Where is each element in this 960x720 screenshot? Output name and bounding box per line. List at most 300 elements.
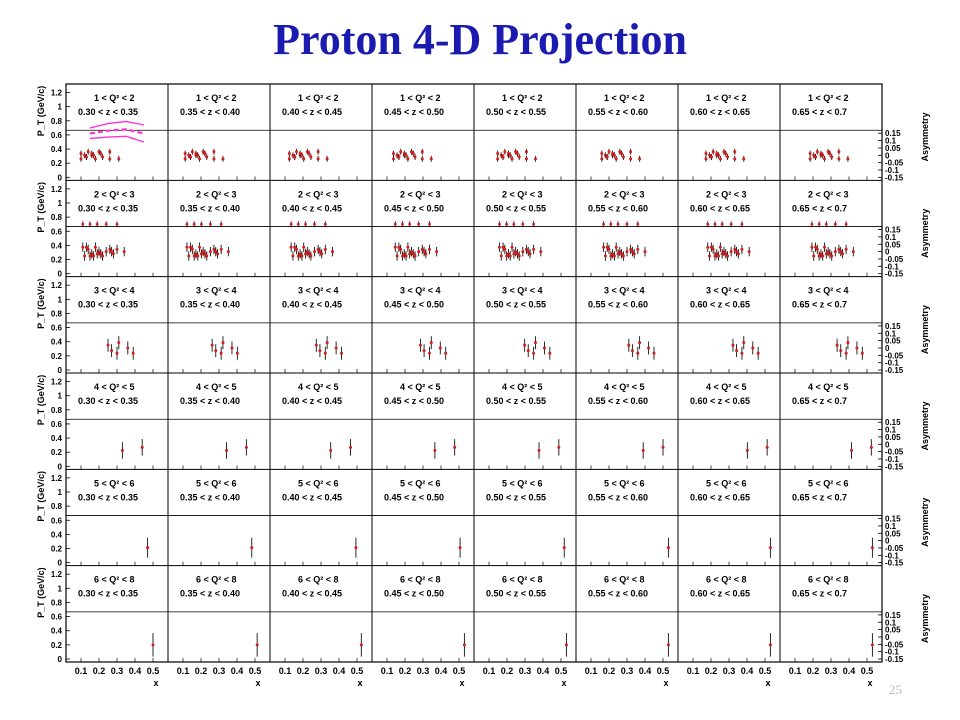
asymmetry-point [534,157,537,160]
asymmetry-point [613,154,616,157]
x-tick-label: 0.3 [110,666,124,676]
q2-bin-label: 3 < Q² < 4 [706,285,747,296]
asymmetry-point [196,255,199,258]
asymmetry-point [737,252,740,255]
left-tick-label: 0.8 [50,502,62,512]
asymmetry-point [708,255,711,258]
asymmetry-point [600,152,603,155]
asymmetry-point [326,341,329,344]
coverage-point [313,223,316,226]
z-bin-label: 0.45 < z < 0.50 [384,588,445,599]
asymmetry-point [315,344,318,347]
right-tick-label: -0.15 [885,558,904,568]
asymmetry-point [724,152,727,155]
asymmetry-point [839,349,842,352]
asymmetry-point [245,446,248,449]
coverage-point [209,223,212,226]
asymmetry-point [428,352,431,355]
asymmetry-point [539,250,542,253]
asymmetry-point [742,157,745,160]
q2-bin-label: 1 < Q² < 2 [400,93,441,103]
x-tick-label: 0.1 [482,666,496,676]
asymmetry-point [108,150,111,153]
asymmetry-point [518,156,521,159]
asymmetry-point [300,154,303,157]
asymmetry-point [295,150,298,153]
asymmetry-point [518,255,521,258]
coverage-point [730,223,733,226]
asymmetry-point [604,255,607,258]
x-tick-label: 0.5 [350,666,364,676]
asymmetry-point [187,255,190,258]
asymmetry-point [733,150,736,153]
q2-bin-label: 6 < Q² < 8 [706,574,747,585]
asymmetry-point [412,152,415,155]
left-tick-label: 0 [57,269,62,279]
asymmetry-point [667,546,670,549]
asymmetry-point [704,157,707,160]
q2-bin-label: 6 < Q² < 8 [400,574,441,585]
asymmetry-point [317,150,320,153]
asymmetry-point [112,252,115,255]
right-tick-label: -0.1 [885,551,899,561]
asymmetry-point [152,643,155,646]
x-tick-label: 0.5 [656,666,670,676]
z-bin-label: 0.45 < z < 0.50 [384,492,445,503]
z-bin-label: 0.60 < z < 0.65 [690,396,751,406]
left-tick-label: 0.6 [50,130,62,140]
asymmetry-point [525,150,528,153]
asymmetry-point [742,341,745,344]
asymmetry-point [629,157,632,160]
asymmetry-point [291,255,294,258]
z-bin-label: 0.50 < z < 0.55 [486,203,547,214]
asymmetry-point [704,152,707,155]
asymmetry-point [730,250,733,253]
right-tick-label: 0.1 [885,425,897,435]
asymmetry-point [769,643,772,646]
coverage-point [818,223,821,226]
asymmetry-point [463,643,466,646]
asymmetry-point [417,250,420,253]
coverage-point [521,223,524,226]
right-tick-label: -0.15 [885,173,904,183]
asymmetry-point [107,344,110,347]
right-axis-label: Asymmetry [920,112,930,162]
asymmetry-point [123,250,126,253]
coverage-point [408,223,411,226]
asymmetry-point [221,157,224,160]
q2-bin-label: 4 < Q² < 5 [502,382,543,392]
asymmetry-point [830,255,833,258]
asymmetry-point [230,346,233,349]
z-bin-label: 0.40 < z < 0.45 [282,588,343,599]
x-tick-label: 0.5 [758,666,772,676]
asymmetry-point [116,352,119,355]
right-tick-label: -0.1 [885,165,899,175]
left-tick-label: 0.2 [50,544,62,554]
z-bin-label: 0.60 < z < 0.65 [690,203,751,214]
coverage-point [721,223,724,226]
asymmetry-point [816,248,819,251]
asymmetry-point [602,246,605,249]
asymmetry-point [532,352,535,355]
asymmetry-point [543,346,546,349]
asymmetry-point [108,157,111,160]
asymmetry-point [444,352,447,355]
q2-bin-label: 3 < Q² < 4 [94,285,135,296]
left-axis-label: P_T (GeV/c) [36,85,46,137]
asymmetry-point [288,152,291,155]
x-tick-label: 0.1 [74,666,88,676]
z-bin-label: 0.45 < z < 0.50 [384,203,445,214]
asymmetry-point [846,157,849,160]
z-bin-label: 0.55 < z < 0.60 [588,107,649,117]
asymmetry-point [360,643,363,646]
right-tick-label: -0.15 [885,269,904,279]
x-tick-label: 0.2 [194,666,208,676]
asymmetry-point [193,255,196,258]
q2-bin-label: 1 < Q² < 2 [196,93,237,103]
asymmetry-point [871,643,874,646]
asymmetry-point [96,252,99,255]
asymmetry-point [626,250,629,253]
asymmetry-point [214,349,217,352]
z-bin-label: 0.65 < z < 0.7 [792,107,848,117]
q2-bin-label: 4 < Q² < 5 [706,382,747,392]
coverage-point [304,223,307,226]
asymmetry-point [421,157,424,160]
right-tick-label: 0 [885,632,890,642]
asymmetry-point [191,150,194,153]
asymmetry-point [399,248,402,251]
z-bin-label: 0.65 < z < 0.7 [792,588,848,599]
asymmetry-point [225,449,228,452]
x-tick-label: 0.3 [212,666,226,676]
asymmetry-point [706,246,709,249]
asymmetry-point [94,246,97,249]
x-axis-label: x [663,678,669,688]
asymmetry-point [846,341,849,344]
left-tick-label: 1 [57,391,62,401]
asymmetry-point [83,255,86,258]
coverage-point [96,223,99,226]
asymmetry-point [340,352,343,355]
asymmetry-point [326,157,329,160]
left-axis-label: P_T (GeV/c) [36,567,46,618]
x-axis-label: x [459,678,465,688]
q2-bin-label: 6 < Q² < 8 [94,574,135,585]
asymmetry-point [81,246,84,249]
z-bin-label: 0.50 < z < 0.55 [486,299,547,310]
asymmetry-point [80,157,83,160]
coverage-point [89,223,92,226]
q2-bin-label: 5 < Q² < 6 [808,478,849,489]
q2-bin-label: 1 < Q² < 2 [604,93,645,103]
q2-bin-label: 3 < Q² < 4 [604,285,645,296]
asymmetry-point [227,250,230,253]
asymmetry-point [608,150,611,153]
asymmetry-point [516,152,519,155]
asymmetry-point [662,446,665,449]
asymmetry-point [841,252,844,255]
asymmetry-point [845,352,848,355]
right-tick-label: 0.15 [885,514,901,524]
page-number: 25 [889,682,902,697]
asymmetry-point [212,150,215,153]
z-bin-label: 0.35 < z < 0.40 [180,107,241,117]
q2-bin-label: 6 < Q² < 8 [298,574,339,585]
asymmetry-point [116,248,119,251]
asymmetry-point [141,446,144,449]
asymmetry-point [502,156,505,159]
asymmetry-point [712,150,715,153]
left-axis-label: P_T (GeV/c) [36,278,46,329]
x-axis-label: x [153,678,159,688]
asymmetry-point [548,352,551,355]
asymmetry-point [146,546,149,549]
left-tick-label: 0.2 [50,255,62,265]
z-bin-label: 0.50 < z < 0.55 [486,107,547,117]
asymmetry-point [821,255,824,258]
z-bin-label: 0.35 < z < 0.40 [180,203,241,214]
left-tick-label: 0.4 [50,145,62,155]
z-bin-label: 0.45 < z < 0.50 [384,299,445,310]
asymmetry-point [667,643,670,646]
asymmetry-point [396,255,399,258]
right-tick-label: -0.05 [885,447,904,457]
coverage-point [617,223,620,226]
q2-bin-label: 5 < Q² < 6 [604,478,645,489]
asymmetry-point [101,255,104,258]
left-tick-label: 0.4 [50,626,62,636]
right-tick-label: 0.05 [885,240,901,250]
left-tick-label: 0 [57,558,62,568]
asymmetry-point [117,157,120,160]
z-bin-label: 0.30 < z < 0.35 [78,299,139,310]
asymmetry-point [769,546,772,549]
z-bin-label: 0.40 < z < 0.45 [282,396,343,406]
asymmetry-point [205,156,208,159]
asymmetry-point [297,255,300,258]
left-tick-label: 0.2 [50,159,62,169]
left-tick-label: 1.2 [50,473,62,483]
z-bin-label: 0.35 < z < 0.40 [180,299,241,310]
z-bin-label: 0.30 < z < 0.35 [78,588,139,599]
asymmetry-point [503,150,506,153]
q2-bin-label: 1 < Q² < 2 [706,93,747,103]
z-bin-label: 0.30 < z < 0.35 [78,396,139,406]
asymmetry-point [825,252,828,255]
asymmetry-point [300,255,303,258]
left-tick-label: 1 [57,488,62,497]
asymmetry-point [647,346,650,349]
z-bin-label: 0.40 < z < 0.45 [282,299,343,310]
z-bin-label: 0.60 < z < 0.65 [690,492,751,503]
right-tick-label: 0.05 [885,143,901,153]
asymmetry-point [721,252,724,255]
asymmetry-point [726,156,729,159]
left-tick-label: 1 [57,102,62,112]
x-tick-label: 0.2 [806,666,820,676]
asymmetry-point [818,255,821,258]
asymmetry-point [236,352,239,355]
asymmetry-point [498,246,501,249]
asymmetry-point [439,346,442,349]
asymmetry-point [354,546,357,549]
asymmetry-point [392,152,395,155]
asymmetry-point [600,157,603,160]
asymmetry-point [212,157,215,160]
asymmetry-point [435,250,438,253]
coverage-point [193,223,196,226]
q2-bin-label: 4 < Q² < 5 [94,382,135,392]
z-bin-label: 0.45 < z < 0.50 [384,107,445,117]
asymmetry-point [615,157,618,160]
x-tick-label: 0.2 [398,666,412,676]
x-tick-label: 0.4 [434,666,448,676]
asymmetry-point [726,255,729,258]
asymmetry-point [408,252,411,255]
coverage-point [290,223,293,226]
right-tick-label: 0.15 [885,129,901,139]
asymmetry-point [421,150,424,153]
asymmetry-point [184,152,187,155]
z-bin-label: 0.55 < z < 0.60 [588,299,649,310]
asymmetry-point [751,346,754,349]
x-tick-label: 0.2 [500,666,514,676]
asymmetry-point [205,255,208,258]
coverage-point [714,223,717,226]
asymmetry-point [557,446,560,449]
asymmetry-point [837,157,840,160]
asymmetry-point [324,352,327,355]
asymmetry-point [459,546,462,549]
asymmetry-point [399,150,402,153]
coverage-point [845,223,848,226]
asymmetry-point [184,157,187,160]
left-tick-label: 0.4 [50,337,62,347]
asymmetry-point [617,252,620,255]
asymmetry-point [532,248,535,251]
asymmetry-point [719,246,722,249]
asymmetry-point [511,246,514,249]
coverage-point [428,223,431,226]
q2-bin-label: 4 < Q² < 5 [604,382,645,392]
asymmetry-point [622,156,625,159]
asymmetry-point [453,446,456,449]
q2-bin-label: 1 < Q² < 2 [502,93,543,103]
z-bin-label: 0.55 < z < 0.60 [588,588,649,599]
left-axis-label: P_T (GeV/c) [36,471,46,522]
right-tick-label: -0.05 [885,158,904,168]
left-tick-label: 0.4 [50,434,62,444]
coverage-point [116,223,119,226]
right-tick-label: 0.1 [885,521,897,531]
asymmetry-point [823,157,826,160]
coverage-point [297,223,300,226]
right-tick-label: -0.1 [885,262,899,272]
x-tick-label: 0.2 [296,666,310,676]
asymmetry-point [719,157,722,160]
asymmetry-point [823,246,826,249]
asymmetry-point [430,157,433,160]
asymmetry-point [92,255,95,258]
asymmetry-point [433,449,436,452]
asymmetry-point [609,255,612,258]
x-tick-label: 0.1 [584,666,598,676]
asymmetry-point [406,157,409,160]
right-tick-label: -0.1 [885,358,899,368]
asymmetry-point [428,248,431,251]
asymmetry-point [317,157,320,160]
coverage-point [417,223,420,226]
z-bin-label: 0.65 < z < 0.7 [792,396,848,406]
q2-bin-label: 6 < Q² < 8 [808,574,849,585]
asymmetry-point [629,150,632,153]
x-tick-label: 0.2 [92,666,106,676]
left-tick-label: 1.2 [50,377,62,387]
right-tick-label: 0.15 [885,610,901,620]
q2-bin-label: 5 < Q² < 6 [298,478,339,489]
left-tick-label: 0.8 [50,309,62,319]
left-tick-label: 1.2 [50,281,62,291]
asymmetry-point [757,352,760,355]
right-tick-label: 0 [885,247,890,257]
right-tick-label: 0.1 [885,136,897,146]
asymmetry-point [733,157,736,160]
asymmetry-point [313,250,316,253]
asymmetry-point [861,352,864,355]
right-axis-label: Asymmetry [920,594,930,644]
asymmetry-point [295,248,298,251]
coverage-point [394,223,397,226]
left-tick-label: 0.4 [50,530,62,540]
asymmetry-point [397,156,400,159]
asymmetry-point [414,156,417,159]
asymmetry-point [189,156,192,159]
z-bin-label: 0.40 < z < 0.45 [282,107,343,117]
z-bin-label: 0.40 < z < 0.45 [282,203,343,214]
q2-bin-label: 2 < Q² < 3 [604,189,645,200]
asymmetry-point [845,248,848,251]
asymmetry-point [302,157,305,160]
q2-bin-label: 4 < Q² < 5 [196,382,237,392]
left-tick-label: 0.4 [50,241,62,251]
z-bin-label: 0.50 < z < 0.55 [486,492,547,503]
asymmetry-point [512,252,515,255]
asymmetry-point [309,255,312,258]
coverage-point [602,223,605,226]
z-bin-label: 0.55 < z < 0.60 [588,203,649,214]
asymmetry-point [821,154,824,157]
right-tick-label: -0.15 [885,462,904,472]
asymmetry-point [87,248,90,251]
z-bin-label: 0.65 < z < 0.7 [792,299,848,310]
asymmetry-point [850,449,853,452]
x-tick-label: 0.5 [860,666,874,676]
right-tick-label: 0.1 [885,618,897,628]
asymmetry-point [87,150,90,153]
q2-bin-label: 1 < Q² < 2 [808,93,849,103]
coverage-point [498,223,501,226]
asymmetry-point [653,352,656,355]
asymmetry-point [302,246,305,249]
right-tick-label: 0 [885,151,890,161]
x-axis-label: x [867,678,873,688]
asymmetry-point [496,157,499,160]
coverage-point [81,223,84,226]
